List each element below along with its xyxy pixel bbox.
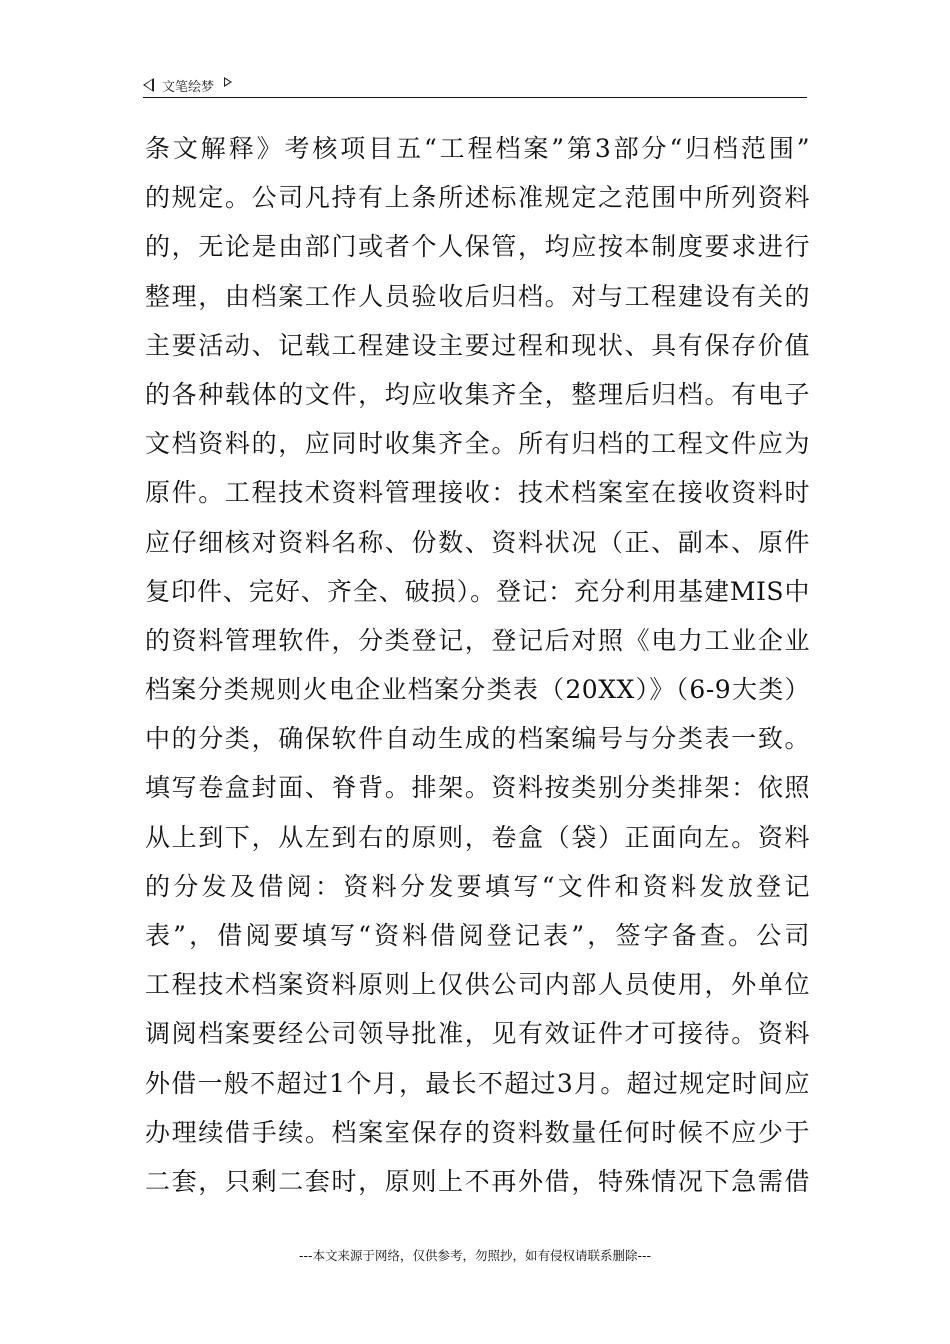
- body-line: 的规定。公司凡持有上条所述标准规定之范围中所列资料: [145, 183, 810, 213]
- body-line: 调阅档案要经公司领导批准，见有效证件才可接待。资料: [145, 1019, 810, 1049]
- body-line: 的各种载体的文件，均应收集齐全，整理后归档。有电子: [145, 379, 810, 409]
- triangle-left-icon: [143, 78, 154, 92]
- document-body: [145, 124, 810, 1206]
- body-line: 办理续借手续。档案室保存的资料数量任何时候不应少于: [145, 1117, 810, 1147]
- body-line: 工程技术档案资料原则上仅供公司内部人员使用，外单位: [145, 970, 810, 1000]
- body-line: 文档资料的，应同时收集齐全。所有归档的工程文件应为: [145, 429, 810, 459]
- body-line: 的，无论是由部门或者个人保管，均应按本制度要求进行: [145, 232, 810, 262]
- body-line: 的分发及借阅：资料分发要填写“文件和资料发放登记: [145, 871, 810, 901]
- header-title: 文笔绘梦: [162, 79, 215, 95]
- triangle-right-icon: [224, 77, 232, 87]
- body-line: 复印件、完好、齐全、破损）。登记：充分利用基建MIS中: [145, 576, 810, 606]
- body-line: 原件。工程技术资料管理接收：技术档案室在接收资料时: [145, 478, 810, 508]
- body-line: 应仔细核对资料名称、份数、资料状况（正、副本、原件: [145, 527, 810, 557]
- body-line: 外借一般不超过1个月，最长不超过3月。超过规定时间应: [145, 1068, 810, 1098]
- body-line: 档案分类规则火电企业档案分类表（20XX）》（6-9大类）: [145, 675, 810, 705]
- body-line: 条文解释》考核项目五“工程档案”第3部分“归档范围”: [145, 134, 810, 163]
- body-line: 中的分类，确保软件自动生成的档案编号与分类表一致。: [145, 724, 810, 754]
- page-header: [143, 74, 807, 96]
- body-line: 填写卷盒封面、脊背。排架。资料按类别分类排架：依照: [145, 773, 810, 803]
- body-line: 表”，借阅要填写“资料借阅登记表”，签字备查。公司: [145, 921, 810, 950]
- body-line: 从上到下，从左到右的原则，卷盒（袋）正面向左。资料: [145, 822, 810, 852]
- header-divider: [143, 97, 807, 98]
- body-line: 的资料管理软件，分类登记，登记后对照《电力工业企业: [145, 625, 810, 655]
- body-line: 整理，由档案工作人员验收后归档。对与工程建设有关的: [145, 281, 810, 311]
- body-line: 二套，只剩二套时，原则上不再外借，特殊情况下急需借: [145, 1166, 810, 1196]
- footer-disclaimer: ---本文来源于网络，仅供参考，勿照抄，如有侵权请联系删除---: [298, 1248, 652, 1263]
- body-line: 主要活动、记载工程建设主要过程和现状、具有保存价值: [145, 330, 810, 360]
